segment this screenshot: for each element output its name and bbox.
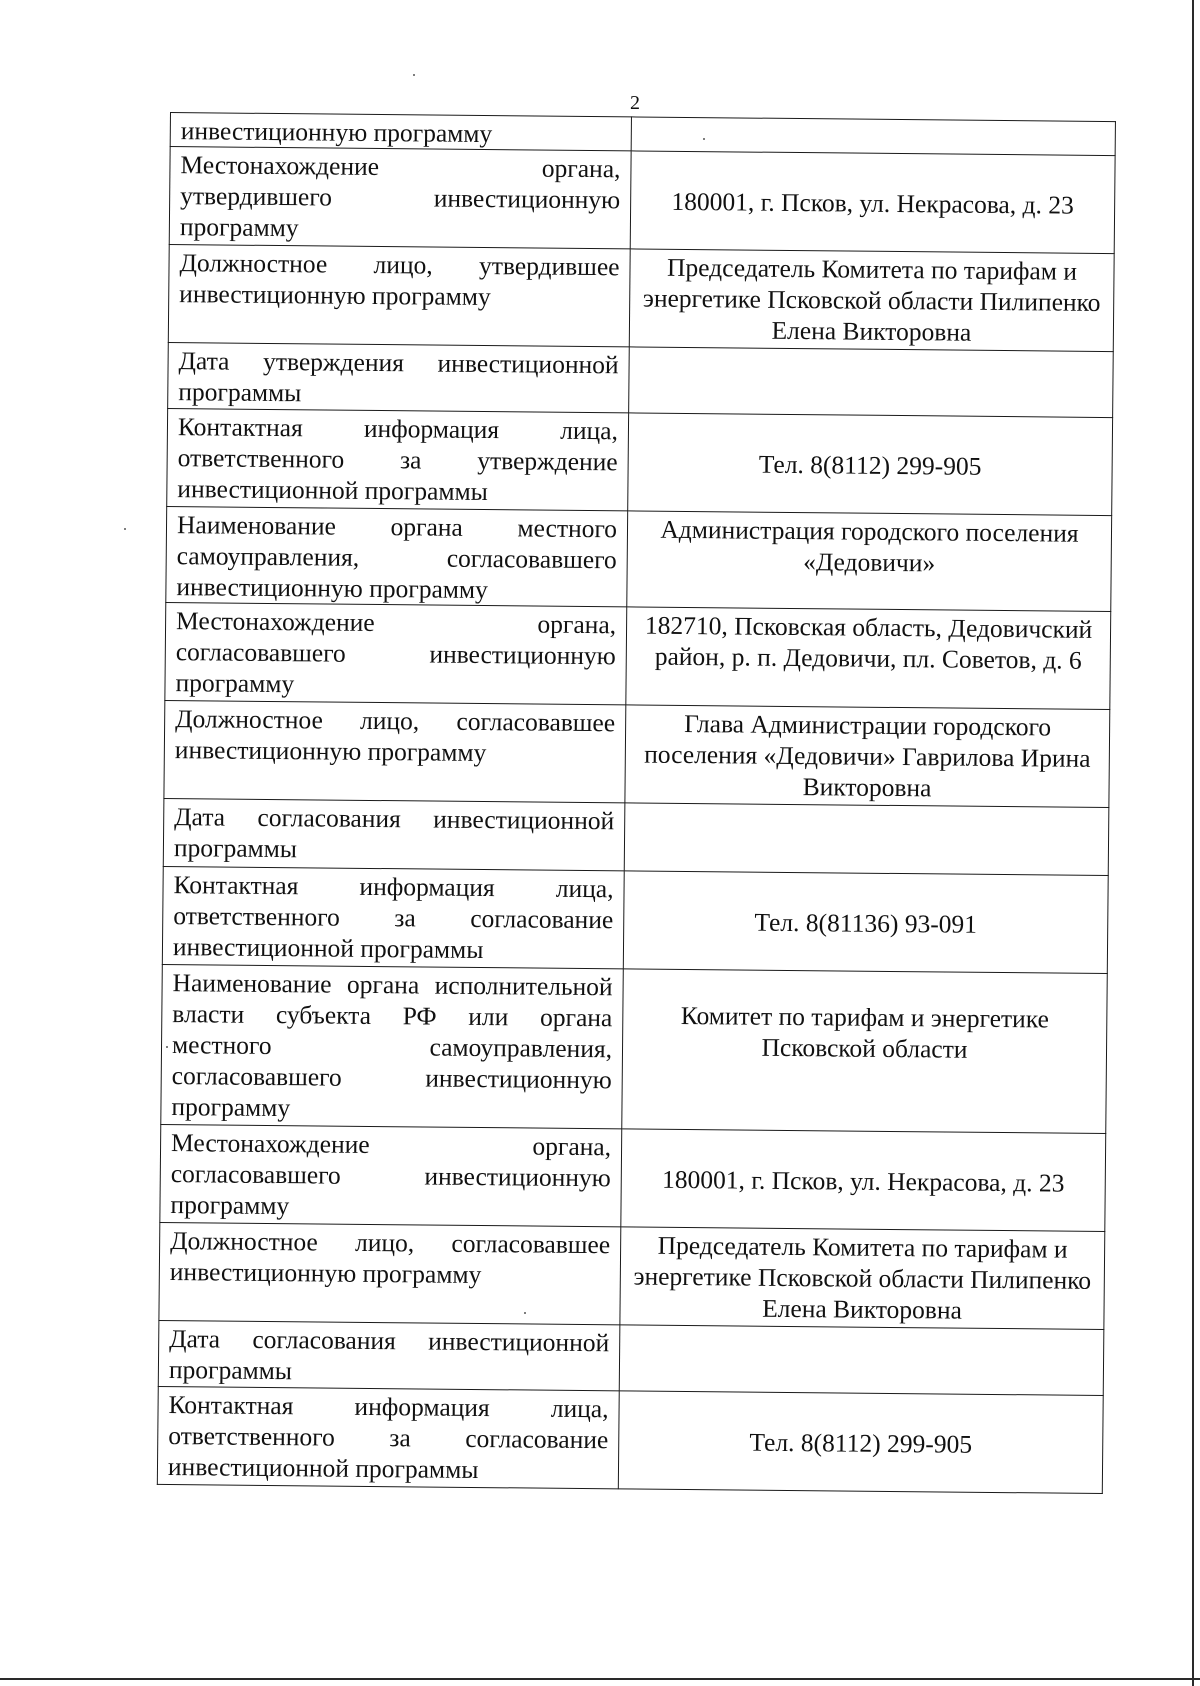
row-value — [624, 803, 1109, 876]
table-row — [161, 964, 1107, 1133]
row-value — [629, 347, 1114, 418]
row-value — [619, 1325, 1104, 1396]
table-row — [160, 1124, 1106, 1231]
row-label: Местонахождение органа, утвердившего инвестиционную программу — [169, 147, 631, 249]
table-row — [159, 1222, 1105, 1329]
table-row — [157, 1386, 1103, 1493]
row-label: Должностное лицо, согласовавшее инвестиционную программу — [159, 1222, 621, 1324]
table-row — [163, 798, 1109, 875]
row-label: Должностное лицо, согласовавшее инвестиционную программу — [164, 700, 626, 802]
table-row — [168, 244, 1114, 351]
table-row — [167, 408, 1113, 515]
row-value: Комитет по тарифам и энергетике Псковской области — [622, 969, 1108, 1134]
info-table — [157, 112, 1116, 1494]
row-label: Наименование органа местного самоуправления, согласовавшего инвестиционную программу — [166, 506, 628, 606]
row-label: инвестиционную программу — [170, 113, 631, 151]
row-value: Тел. 8(81136) 93-091 — [623, 871, 1108, 974]
row-value: 180001, г. Псков, ул. Некрасова, д. 23 — [621, 1129, 1106, 1232]
row-value: 182710, Псковская область, Дедовичский район, р. п. Дедовичи, пл. Советов, д. 6 — [626, 607, 1111, 710]
scan-speck — [166, 1046, 168, 1048]
row-value: Администрация городского поселения «Дедовичи» — [627, 511, 1112, 612]
table-row — [165, 602, 1111, 709]
table-row — [169, 147, 1115, 254]
scan-speck — [703, 138, 705, 140]
row-value: Председатель Комитета по тарифам и энергетике Псковской области Пилипенко Елена Викторовна — [629, 249, 1114, 352]
row-label: Должностное лицо, утвердившее инвестиционную программу — [168, 244, 630, 346]
row-label: Наименование органа исполнительной власти субъекта РФ или органа местного самоуправления, согласовавшего инвестиционную программу — [161, 964, 624, 1128]
page-edge-right — [1192, 0, 1194, 1686]
row-label: Местонахождение органа, согласовавшего инвестиционную программу — [160, 1124, 622, 1226]
row-value: Тел. 8(8112) 299-905 — [618, 1391, 1103, 1494]
page-edge-bottom — [0, 1678, 1200, 1680]
row-label: Дата согласования инвестиционной программы — [163, 798, 625, 870]
table-row — [158, 1320, 1104, 1395]
row-label: Дата согласования инвестиционной программы — [158, 1320, 620, 1390]
page-number: 2 — [630, 92, 640, 114]
row-label: Контактная информация лица, ответственного за утверждение инвестиционной программы — [167, 408, 629, 510]
scan-speck — [124, 528, 126, 530]
scan-speck — [413, 74, 415, 76]
row-value: Тел. 8(8112) 299-905 — [628, 413, 1113, 516]
table-row — [164, 700, 1110, 807]
row-label: Контактная информация лица, ответственного за согласование инвестиционной программы — [162, 866, 624, 968]
scan-speck — [524, 1312, 526, 1314]
row-value: Председатель Комитета по тарифам и энергетике Псковской области Пилипенко Елена Викторовна — [620, 1227, 1105, 1330]
table-row — [162, 866, 1108, 973]
table-row — [168, 342, 1114, 417]
row-value: Глава Администрации городского поселения «Дедовичи» Гаврилова Ирина Викторовна — [625, 705, 1110, 808]
row-label: Местонахождение органа, согласовавшего инвестиционную программу — [165, 602, 627, 704]
row-label: Контактная информация лица, ответственного за согласование инвестиционной программы — [157, 1386, 619, 1488]
row-label: Дата утверждения инвестиционной программы — [168, 342, 630, 412]
row-value — [631, 117, 1115, 156]
table-row — [166, 506, 1112, 611]
row-value: 180001, г. Псков, ул. Некрасова, д. 23 — [630, 151, 1115, 254]
